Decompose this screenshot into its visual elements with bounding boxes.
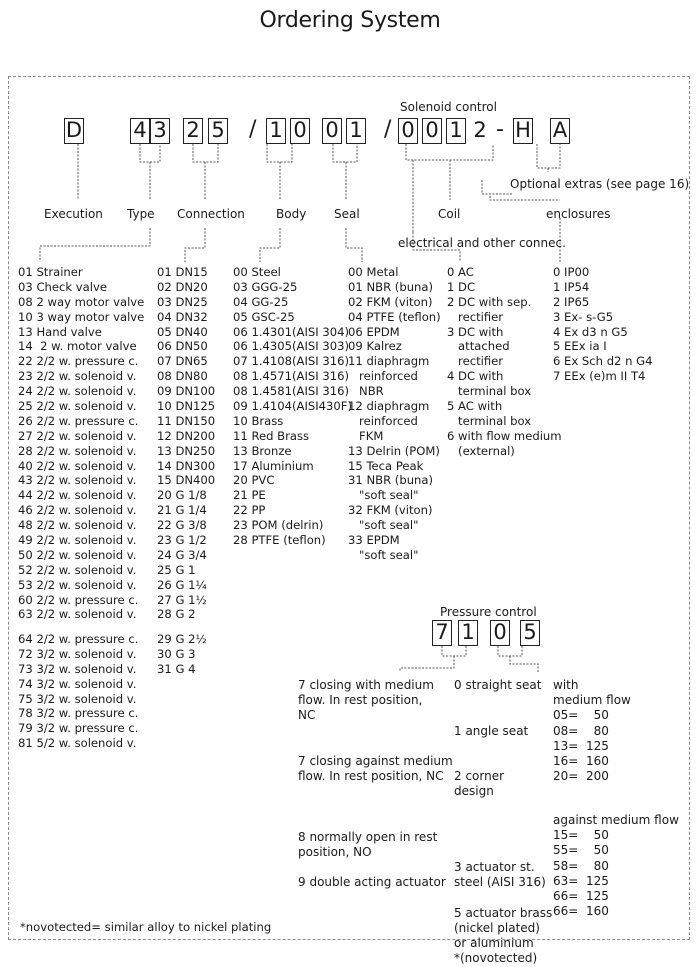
coil-list-item: rectifier [447, 354, 504, 369]
type-list-item: 52 2/2 w. solenoid v. [18, 562, 137, 577]
body-list [233, 265, 352, 548]
pressure-design-item [454, 708, 552, 723]
seal-list-item: 02 FKM (viton) [348, 294, 433, 309]
connection-list [157, 265, 215, 622]
pressure-design-item [454, 845, 552, 860]
seal-list-item: 32 FKM (viton) [348, 503, 433, 518]
body-list-item: 11 Red Brass [233, 428, 310, 443]
body-list-item: 17 Aluminium [233, 458, 314, 473]
type-list-item: 49 2/2 w. solenoid v. [18, 533, 137, 548]
type-list [18, 265, 144, 622]
connection-list-item: 28 G 2 [157, 607, 196, 622]
type-list-item: 74 3/2 w. solenoid v. [18, 676, 137, 691]
connection-list-item: 26 G 1¼ [157, 577, 207, 592]
coil-list-item: 5 AC with [447, 399, 503, 414]
body-list-item: 23 POM (delrin) [233, 518, 324, 533]
code-body-box-1: 1 [266, 118, 286, 144]
type-list-continued [18, 632, 138, 751]
connection-list-continued [157, 632, 207, 677]
pressure-with-item: medium flow [553, 693, 631, 708]
coil-list-item: 6 with flow medium [447, 428, 562, 443]
type-label: Type [127, 207, 155, 221]
body-list-item: 09 1.4104(AISI430F) [233, 399, 352, 414]
code-coil-box-2: 0 [422, 118, 442, 144]
seal-list-item: 01 NBR (buna) [348, 279, 434, 294]
type-list-item: 08 2 way motor valve [18, 294, 145, 309]
pressure-design-list [454, 678, 552, 967]
body-list-item: 00 Steel [233, 265, 281, 279]
body-list-item: 03 GGG-25 [233, 279, 298, 294]
pressure-function-item: flow. In rest position, NC [298, 769, 444, 784]
seal-list-item: "soft seal" [348, 518, 419, 533]
optional-extras-label: Optional extras (see page 16) [510, 177, 690, 191]
pressure-against-item: 63= 125 [553, 873, 609, 888]
electrical-label: electrical and other connec. [398, 236, 566, 250]
connection-list-item: 23 G 1/2 [157, 533, 207, 548]
connection-list-item: 10 DN125 [157, 399, 216, 414]
body-list-item: 07 1.4108(AISI 316) [233, 354, 349, 369]
code-connection-box-2: 5 [208, 118, 228, 144]
coil-list-item: attached [447, 339, 510, 354]
seal-list-item: 06 EPDM [348, 324, 400, 339]
type-list-item: 26 2/2 w. pressure c. [18, 413, 139, 428]
pressure-design-item [454, 830, 552, 845]
pressure-against-item: 58= 80 [553, 858, 609, 873]
pressure-design-item: 2 corner [454, 769, 505, 784]
type-list-item: 60 2/2 w. pressure c. [18, 592, 139, 607]
connection-list-item: 21 G 1/4 [157, 503, 207, 518]
body-list-item: 13 Bronze [233, 443, 292, 458]
seal-list-item: NBR [348, 384, 384, 399]
connection-list-item: 29 G 2½ [157, 632, 207, 646]
connection-list-item: 08 DN80 [157, 369, 208, 384]
connection-list-item: 22 G 3/8 [157, 518, 207, 533]
code-connection-box-1: 2 [183, 118, 203, 144]
pressure-with-item: 08= 80 [553, 723, 609, 738]
pressure-with-list [553, 678, 631, 784]
type-list-item: 72 3/2 w. solenoid v. [18, 646, 137, 661]
code-slash-2: / [384, 117, 392, 142]
pressure-against-item: against medium flow [553, 813, 679, 827]
type-list-item: 40 2/2 w. solenoid v. [18, 458, 137, 473]
connection-list-item: 14 DN300 [157, 458, 216, 473]
seal-list-item: 00 Metal [348, 265, 399, 279]
type-list-item: 79 3/2 w. pressure c. [18, 721, 139, 736]
connection-list-item: 31 G 4 [157, 661, 196, 676]
solenoid-control-label: Solenoid control [400, 100, 497, 114]
connection-list-item: 15 DN400 [157, 473, 216, 488]
connection-list-item: 27 G 1½ [157, 592, 207, 607]
body-list-item: 28 PTFE (teflon) [233, 533, 326, 548]
execution-label: Execution [44, 207, 103, 221]
connection-list-item: 05 DN40 [157, 324, 208, 339]
pressure-against-item: 15= 50 [553, 828, 609, 843]
pressure-with-item: 05= 50 [553, 708, 609, 723]
pressure-design-item: *(novotected) [454, 951, 538, 966]
pressure-with-item: 20= 200 [553, 769, 609, 784]
enclosure-list [553, 265, 653, 384]
enclosure-list-item: 6 Ex Sch d2 n G4 [553, 354, 653, 369]
code-body-box-2: 0 [290, 118, 310, 144]
coil-list-item: 4 DC with [447, 369, 504, 384]
connection-list-item: 09 DN100 [157, 384, 216, 399]
type-list-item: 22 2/2 w. pressure c. [18, 354, 139, 369]
pressure-control-label: Pressure control [440, 605, 537, 619]
pressure-design-item: (nickel plated) [454, 921, 540, 935]
pressure-with-item: with [553, 678, 579, 692]
coil-list-item: terminal box [447, 384, 532, 399]
coil-list-item: 3 DC with [447, 324, 504, 339]
pressure-with-item: 16= 160 [553, 753, 609, 768]
pressure-design-item: 0 straight seat [454, 678, 542, 692]
pressure-function-list [298, 678, 453, 891]
code-enclosure-box: H [513, 118, 533, 144]
pressure-design-item [454, 693, 552, 708]
code-execution-box: D [65, 118, 83, 142]
coil-list-item: 1 DC [447, 279, 476, 294]
coil-label: Coil [438, 207, 461, 221]
type-list-item: 13 Hand valve [18, 324, 102, 339]
coil-list [447, 265, 562, 459]
type-list-item: 24 2/2 w. solenoid v. [18, 384, 137, 399]
type-list-item: 44 2/2 w. solenoid v. [18, 488, 137, 503]
code-coil-box-1: 0 [398, 118, 418, 144]
pressure-function-item: 9 double acting actuator [298, 875, 446, 890]
seal-list-item: reinforced [348, 369, 418, 384]
enclosure-list-item: 1 IP54 [553, 279, 590, 294]
pressure-function-item [298, 815, 453, 830]
code-seal-box-2: 1 [346, 118, 366, 144]
seal-list-item: reinforced [348, 413, 418, 428]
connection-list-item: 20 G 1/8 [157, 488, 207, 503]
pressure-design-item: 5 actuator brass [454, 905, 553, 920]
enclosure-list-item: 2 IP65 [553, 294, 590, 309]
body-list-item: 08 1.4581(AISI 316) [233, 384, 349, 399]
connection-list-item: 06 DN50 [157, 339, 208, 354]
type-list-item: 01 Strainer [18, 265, 83, 279]
pressure-function-item [298, 800, 453, 815]
type-list-item: 63 2/2 w. solenoid v. [18, 607, 137, 622]
seal-list-item: 15 Teca Peak [348, 458, 424, 473]
pressure-design-item: 3 actuator st. [454, 860, 535, 875]
seal-list-item: "soft seal" [348, 488, 419, 503]
footnote: *novotected= similar alloy to nickel plating [20, 920, 272, 934]
pressure-function-item: NC [298, 708, 316, 723]
pressure-design-item [454, 739, 552, 754]
type-list-item: 48 2/2 w. solenoid v. [18, 518, 137, 533]
pressure-function-item [298, 784, 453, 799]
pressure-design-item [454, 891, 552, 906]
seal-list-item: 33 EPDM [348, 533, 400, 548]
connection-list-item: 07 DN65 [157, 354, 208, 369]
pressure-function-item [298, 860, 453, 875]
type-list-item: 10 3 way motor valve [18, 309, 145, 324]
body-list-item: 05 GSC-25 [233, 309, 295, 324]
body-list-item: 21 PE [233, 488, 266, 503]
coil-list-item: (external) [447, 443, 515, 458]
type-list-item: 50 2/2 w. solenoid v. [18, 547, 137, 562]
body-list-item: 06 1.4305(AISI 303) [233, 339, 349, 354]
pressure-design-item: or aluminium [454, 936, 534, 951]
pressure-against-list [553, 813, 679, 919]
seal-list-item: FKM [348, 428, 384, 443]
type-list-item: 78 3/2 w. pressure c. [18, 706, 139, 721]
pressure-design-item: steel (AISI 316) [454, 875, 546, 890]
connection-list-item: 25 G 1 [157, 562, 196, 577]
type-list-item: 81 5/2 w. solenoid v. [18, 736, 137, 751]
code-type-box-1: 4 [130, 118, 150, 144]
code-coil-box-4: 2 [470, 118, 490, 144]
seal-list [348, 265, 441, 563]
connection-list-item: 30 G 3 [157, 646, 196, 661]
code-slash-1: / [249, 117, 257, 142]
coil-list-item: terminal box [447, 413, 532, 428]
coil-list-item: 2 DC with sep. [447, 294, 532, 309]
pressure-function-item: flow. In rest position, [298, 693, 423, 708]
code-dash: - [496, 117, 504, 142]
type-list-item: 75 3/2 w. solenoid v. [18, 691, 137, 706]
seal-list-item: 04 PTFE (teflon) [348, 309, 441, 324]
coil-list-item: 0 AC [447, 265, 474, 279]
type-list-item: 14 2 w. motor valve [18, 339, 137, 354]
type-list-item: 28 2/2 w. solenoid v. [18, 443, 137, 458]
pressure-code-box-4: 5 [520, 620, 540, 646]
code-coil-box-3: 1 [446, 118, 466, 144]
coil-list-item: rectifier [447, 309, 504, 324]
body-list-item: 04 GG-25 [233, 294, 289, 309]
pressure-design-item: design [454, 784, 494, 799]
type-list-item: 43 2/2 w. solenoid v. [18, 473, 137, 488]
seal-list-item: "soft seal" [348, 547, 419, 562]
connection-list-item: 02 DN20 [157, 279, 208, 294]
connection-list-item: 24 G 3/4 [157, 547, 207, 562]
pressure-design-item [454, 815, 552, 830]
page-title: Ordering System [259, 8, 441, 33]
pressure-function-item: 7 closing against medium [298, 753, 453, 768]
pressure-code-box-2: 1 [458, 620, 478, 646]
seal-list-item: 13 Delrin (POM) [348, 443, 440, 458]
seal-list-item: 31 NBR (buna) [348, 473, 434, 488]
enclosure-list-item: 5 EEx ia I [553, 339, 607, 354]
pressure-against-item: 55= 50 [553, 843, 609, 858]
pressure-design-item [454, 754, 552, 769]
type-list-item: 27 2/2 w. solenoid v. [18, 428, 137, 443]
pressure-function-item [298, 724, 453, 739]
type-list-item: 64 2/2 w. pressure c. [18, 632, 139, 646]
seal-list-item: 09 Kalrez [348, 339, 402, 354]
seal-label: Seal [334, 207, 360, 221]
enclosure-list-item: 7 EEx (e)m II T4 [553, 369, 646, 384]
connection-list-item: 04 DN32 [157, 309, 208, 324]
connection-list-item: 13 DN250 [157, 443, 216, 458]
type-list-item: 03 Check valve [18, 279, 107, 294]
pressure-code-box-1: 7 [432, 620, 452, 646]
enclosures-label: enclosures [546, 207, 611, 221]
connection-list-item: 12 DN200 [157, 428, 216, 443]
connection-label: Connection [177, 207, 245, 221]
pressure-design-item [454, 800, 552, 815]
code-type-box-2: 3 [150, 118, 170, 144]
connection-list-item: 03 DN25 [157, 294, 208, 309]
connection-list-item: 11 DN150 [157, 413, 216, 428]
body-list-item: 20 PVC [233, 473, 275, 488]
code-extras-box: A [550, 118, 570, 144]
body-list-item: 06 1.4301(AISI 304) [233, 324, 349, 339]
type-list-item: 25 2/2 w. solenoid v. [18, 399, 137, 414]
enclosure-list-item: 0 IP00 [553, 265, 590, 279]
body-list-item: 08 1.4571(AISI 316) [233, 369, 349, 384]
code-seal-box-1: 0 [322, 118, 342, 144]
pressure-function-item: 7 closing with medium [298, 678, 434, 692]
pressure-against-item: 66= 125 [553, 888, 609, 903]
pressure-function-item [298, 739, 453, 754]
body-label: Body [276, 207, 307, 221]
body-list-item: 22 PP [233, 503, 266, 518]
pressure-code-box-3: 0 [490, 620, 510, 646]
pressure-against-item: 66= 160 [553, 904, 609, 919]
enclosure-list-item: 4 Ex d3 n G5 [553, 324, 628, 339]
body-list-item: 10 Brass [233, 413, 284, 428]
seal-list-item: 11 diaphragm [348, 354, 430, 369]
seal-list-item: 12 diaphragm [348, 399, 430, 414]
type-list-item: 53 2/2 w. solenoid v. [18, 577, 137, 592]
type-list-item: 73 3/2 w. solenoid v. [18, 661, 137, 676]
pressure-function-item: 8 normally open in rest [298, 829, 438, 844]
pressure-with-item: 13= 125 [553, 738, 609, 753]
enclosure-list-item: 3 Ex- s-G5 [553, 309, 614, 324]
type-list-item: 23 2/2 w. solenoid v. [18, 369, 137, 384]
pressure-design-item: 1 angle seat [454, 723, 529, 738]
type-list-item: 46 2/2 w. solenoid v. [18, 503, 137, 518]
pressure-function-item: position, NO [298, 845, 372, 860]
connection-list-item: 01 DN15 [157, 265, 208, 279]
